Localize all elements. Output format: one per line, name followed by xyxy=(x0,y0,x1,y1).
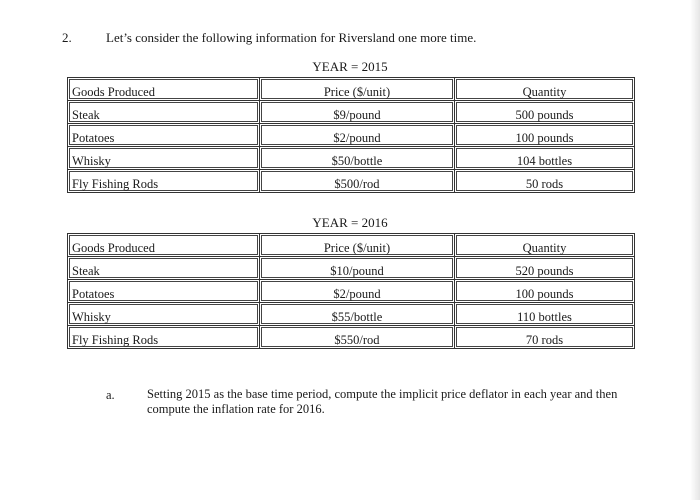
table-row xyxy=(68,326,635,349)
cell-good: Potatoes xyxy=(68,280,260,303)
table-header-row xyxy=(68,234,635,257)
cell-good: Whisky xyxy=(68,147,260,170)
table-row xyxy=(68,101,635,124)
header-price: Price ($/unit) xyxy=(260,234,455,257)
cell-price: $10/pound xyxy=(260,257,455,280)
cell-price: $9/pound xyxy=(260,101,455,124)
cell-quantity: 100 pounds xyxy=(455,124,635,147)
header-price: Price ($/unit) xyxy=(260,78,455,101)
cell-price: $500/rod xyxy=(260,170,455,193)
cell-quantity: 500 pounds xyxy=(455,101,635,124)
question-text: Let’s consider the following information for Riversland one more time. xyxy=(106,30,477,45)
table-row xyxy=(68,257,635,280)
question-number: 2. xyxy=(62,30,72,45)
cell-quantity: 50 rods xyxy=(455,170,635,193)
cell-good: Potatoes xyxy=(68,124,260,147)
cell-quantity: 520 pounds xyxy=(455,257,635,280)
cell-price: $55/bottle xyxy=(260,303,455,326)
header-quantity: Quantity xyxy=(455,78,635,101)
year-2016-label: YEAR = 2016 xyxy=(312,215,388,230)
subquestion-letter: a. xyxy=(106,388,115,402)
cell-good: Fly Fishing Rods xyxy=(68,170,260,193)
page-edge-shadow xyxy=(690,0,700,500)
header-goods: Goods Produced xyxy=(68,234,260,257)
cell-price: $2/pound xyxy=(260,124,455,147)
cell-good: Steak xyxy=(68,101,260,124)
goods-table-2015 xyxy=(67,77,635,193)
year-2015-label: YEAR = 2015 xyxy=(312,59,388,74)
cell-quantity: 100 pounds xyxy=(455,280,635,303)
cell-quantity: 110 bottles xyxy=(455,303,635,326)
cell-quantity: 104 bottles xyxy=(455,147,635,170)
cell-quantity: 70 rods xyxy=(455,326,635,349)
cell-good: Whisky xyxy=(68,303,260,326)
cell-good: Steak xyxy=(68,257,260,280)
table-row xyxy=(68,147,635,170)
cell-price: $2/pound xyxy=(260,280,455,303)
subquestion-text: Setting 2015 as the base time period, compute the implicit price deflator in each year and then compute the inflation rate for 2016. xyxy=(147,387,618,416)
header-goods: Goods Produced xyxy=(68,78,260,101)
table-header-row xyxy=(68,78,635,101)
table-row xyxy=(68,124,635,147)
table-row xyxy=(68,303,635,326)
table-row xyxy=(68,280,635,303)
goods-table-2016 xyxy=(67,233,635,349)
cell-price: $550/rod xyxy=(260,326,455,349)
cell-price: $50/bottle xyxy=(260,147,455,170)
header-quantity: Quantity xyxy=(455,234,635,257)
cell-good: Fly Fishing Rods xyxy=(68,326,260,349)
table-row xyxy=(68,170,635,193)
